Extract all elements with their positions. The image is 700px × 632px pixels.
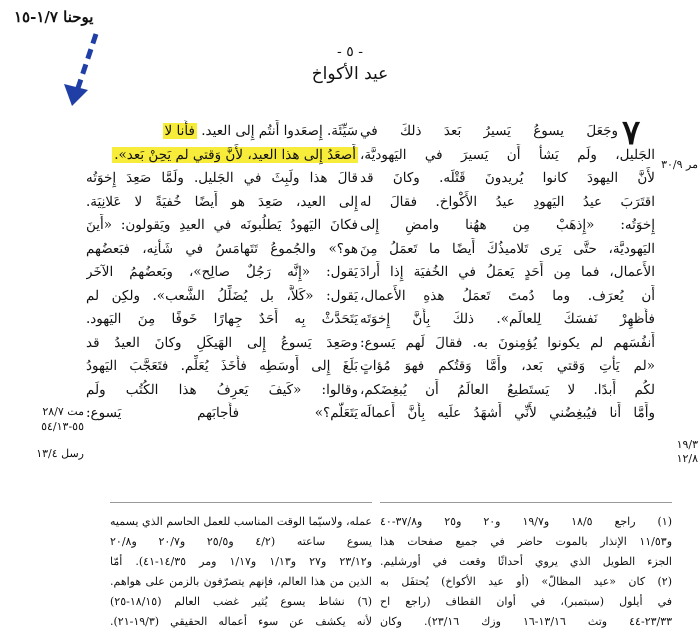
footnote-line: (٦) نشاط يسوع يُثير غضب العالم (١٨/١٥-٢٥) xyxy=(110,595,372,608)
text-line: اقتَرَبَ عيدُ اليَهودِ عيدُ الأَكْواخ. فقالَ له xyxy=(360,193,655,210)
footnote-line: لأنه يكشف عن سوء أعماله الحقيقي (١٩/٣-٢١). xyxy=(110,615,372,628)
footnote-line: و١١/٥٣ الإنذار بالموت حاضر في جميع صفحات هذا xyxy=(380,535,672,548)
footnote-line: (١) راجع ١٨/٥ و١٩/٧ و٢٠ و٢٥ و٣٧/٨-٤٠ xyxy=(380,515,672,528)
footnote-line: عمله، ولاسيّما الوقت المناسب للعمل الحاسم الذي يسميه xyxy=(110,515,372,528)
text-line: قالَ هذا ولَبِثَ في الجَليل. ولَمَّا صَعِدَ إِخوَتُه xyxy=(86,170,358,186)
text-line: يَقول: «إِنَّه رَجُلٌ صالِح»، وبَعضُهمُ الآخَر xyxy=(86,264,358,280)
margin-note: مر ٣٠/٩ xyxy=(661,158,698,171)
margin-note: رسل ١٣/٤ xyxy=(36,447,84,460)
text-line xyxy=(86,144,358,168)
text-line: وقالوا: «كَيفَ يَعرِفُ هذا الكُتُب ولَم xyxy=(86,381,358,398)
text-line: إِخوَتُه: «إِذهَبْ مِن ههُنا وامضِ إِلى xyxy=(360,217,655,233)
footnote-divider xyxy=(110,502,372,503)
text-line: بَلَغَ إِلى أَوسَطِه فأَخَذَ يُعَلِّم. فتَعَجَّبَ اليَهودُ xyxy=(86,358,358,374)
margin-note: ١٢/٨ xyxy=(676,452,698,465)
text-line: وصَعِدَ يَسوعُ إِلى الهَيكَلِ وكانَ العيدُ قد xyxy=(86,334,358,351)
text-line: الجَليل، ولَم يَشأْ أَن يَسيرَ في اليَهوديَّة، xyxy=(360,146,655,163)
footnote-line: في أيلول (سبتمبر)، في أوان القطاف (راجع اح xyxy=(380,595,672,608)
text-line: يَقول: «كَلاَّ، بل يُضَلِّلُ الشَّعب». ولكِن لم xyxy=(86,287,358,304)
text-fragment: سَيِّئَة. إِصعَدوا أَنتُم إِلى العيد. xyxy=(201,123,358,139)
margin-note: ١٩/٣ xyxy=(676,438,698,451)
text-line: فكانَ اليَهودُ يَطلُبونَه في العيدِ ويَقولون: «أَينَ xyxy=(86,217,358,233)
page-number: - ٥ - xyxy=(337,44,363,60)
text-line: اليَهوديَّة، حتَّى يَرى تَلاميذُكَ أَيضًا ما تَعمَلُ مِنَ xyxy=(360,240,655,257)
text-line: فأَظهِرْ نَفسَكَ لِلعالَم». ذلكَ بِأَنَّ إِخوَتَه xyxy=(360,311,655,327)
text-line: يَتَعَلَّم؟» فأَجابَهم يَسوع: xyxy=(86,405,358,421)
text-line xyxy=(86,120,358,144)
footnotes-left xyxy=(110,512,372,632)
footnote-line: الذين من هذا العالم، فإنهم يتصرّفون بالزمن على هواهم. xyxy=(110,575,372,588)
footnote-line: ٢٣/٣٣-٤٤ وتث ١٣/١٦-١٦ وزك ٢٣/١٦). وكان xyxy=(380,615,672,628)
footnote-line: و٢٣/١٢ و٢٧ و١/١٣ و١/١٧ ومر ١٤/٣٥-٤١). أمّا xyxy=(110,555,372,568)
footnote-line: يسوع ساعته (٤/٢ و٢٥/٥ و٢٠/٧ و٢٠/٨ xyxy=(110,535,372,548)
chapter-number: ٧ xyxy=(622,113,641,153)
text-line: أَن يُعرَف. وما دُمتَ تَعمَلُ هذهِ الأَعمال، xyxy=(360,287,655,304)
margin-note: مت ٢٨/٧ xyxy=(42,405,84,418)
text-line: الأَعمال، فما مِن أَحَدٍ يَعمَلُ في الخُفيَة إِذا أَرادَ xyxy=(360,264,655,280)
annotation-arrow-icon xyxy=(58,30,108,110)
footnote-line: (٢) كان «عيد المظالّ» (أو عيد الأكواخ) يُحتفَل به xyxy=(380,575,672,588)
chapter-reference: يوحنا ١/٧-١٥ xyxy=(14,8,94,26)
highlighted-text: أَصعَدُ إِلى هذا العيد، لأَنَّ وَقتي لم يَحِنْ بَعد». xyxy=(114,146,356,163)
text-line: هو؟» والجُموعُ تَتَهامَسُ في شَأنِه، فبَعضُهم xyxy=(86,240,358,257)
text-line: وجَعَلَ يسوعُ يَسيرُ بَعدَ ذلكَ في xyxy=(360,123,618,139)
text-column-right xyxy=(360,120,618,144)
highlighted-text: فأَنا لا xyxy=(164,123,195,139)
text-line: لأَنَّ اليهودَ كانوا يُريدونَ قَتْلَه. وكانَ قد xyxy=(360,170,655,186)
section-title: عيد الأكواخ xyxy=(311,64,389,84)
text-line: يَتَحَدَّثْ بِه أَحَدٌ جِهارًا خَوفًا مِنَ اليَهود. xyxy=(86,311,358,327)
margin-note: ٥٥-٥٤/١٣ xyxy=(41,420,84,433)
text-column-left xyxy=(86,120,358,426)
text-column-right-body xyxy=(360,144,655,426)
text-line: وأَمَّا أَنا فيُبغِضُني لأَنِّي أَشهَدُ علَيه بِأَنَّ أَعمالَه xyxy=(360,405,655,421)
text-line: أَنفُسَهم لم يكونوا يُؤمِنونَ به. فقالَ لَهم يَسوع: xyxy=(360,334,655,351)
footnote-divider xyxy=(380,502,672,503)
text-line: إِلى العيد، صَعِدَ هو أَيضًا خُفيَةً لا عَلانِيَة. xyxy=(86,193,358,210)
text-line: «لم يَأْتِ وَقتي بَعد، وأَمَّا وَقتُكم فهوَ مُؤاتٍ xyxy=(360,358,655,374)
footnote-line: الجزء الطويل الذي يروي أحداثًا وقعت في أورشليم. xyxy=(380,555,672,568)
footnotes-right xyxy=(380,512,672,632)
text-line: لكُم أَبدًا. لا يَستَطيعُ العالَمُ أَن يُبغِضَكم، xyxy=(360,381,655,398)
